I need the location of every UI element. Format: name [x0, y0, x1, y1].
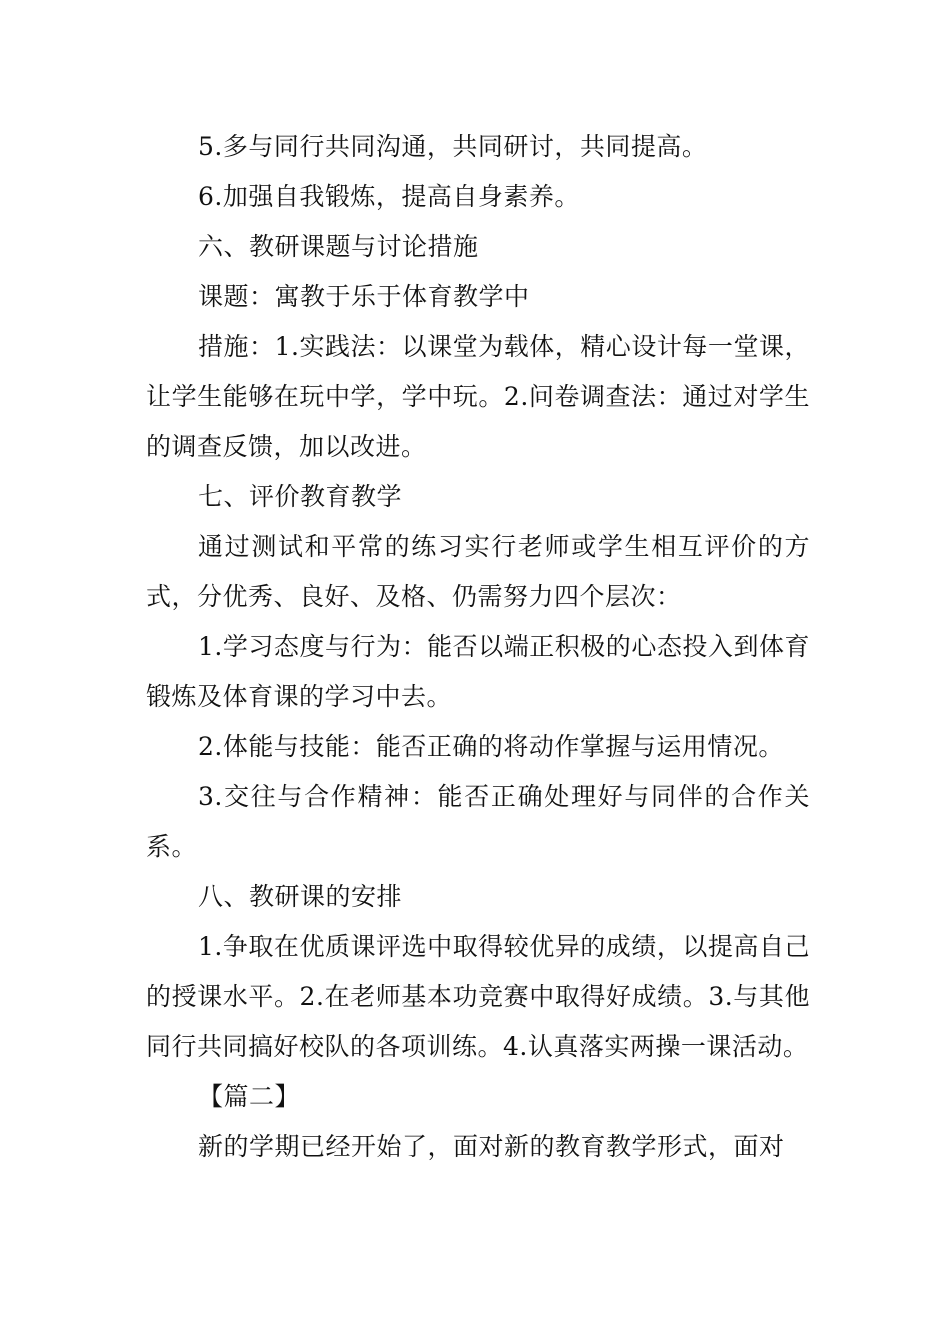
part-two-opening: 新的学期已经开始了，面对新的教育教学形式，面对 [198, 1132, 785, 1161]
lesson-arrangement: 1.争取在优质课评选中取得较优异的成绩，以提高自己的授课水平。2.在老师基本功竞赛中取得好成绩。3.与其他同行共同搞好校队的各项训练。4.认真落实两操一课活动。 [146, 932, 810, 1061]
evaluation-item-2: 2.体能与技能：能否正确的将动作掌握与运用情况。 [198, 732, 784, 761]
evaluation-item-3: 3.交往与合作精神：能否正确处理好与同伴的合作关系。 [146, 782, 810, 861]
part-two-heading: 【篇二】 [198, 1082, 301, 1111]
section-heading-8: 八、教研课的安排 [198, 882, 403, 911]
document-body [146, 122, 810, 1172]
paragraph-item-6: 6.加强自我锻炼，提高自身素养。 [198, 182, 580, 211]
paragraph-item-5: 5.多与同行共同沟通，共同研讨，共同提高。 [198, 132, 708, 161]
evaluation-item-1: 1.学习态度与行为：能否以端正积极的心态投入到体育锻炼及体育课的学习中去。 [146, 632, 810, 711]
research-topic: 课题：寓教于乐于体育教学中 [198, 282, 530, 311]
section-heading-6: 六、教研课题与讨论措施 [198, 232, 479, 261]
evaluation-intro: 通过测试和平常的练习实行老师或学生相互评价的方式，分优秀、良好、及格、仍需努力四个层次： [146, 532, 810, 611]
section-heading-7: 七、评价教育教学 [198, 482, 403, 511]
research-measures: 措施：1.实践法：以课堂为载体，精心设计每一堂课，让学生能够在玩中学，学中玩。2.问卷调查法：通过对学生的调查反馈，加以改进。 [146, 332, 810, 461]
